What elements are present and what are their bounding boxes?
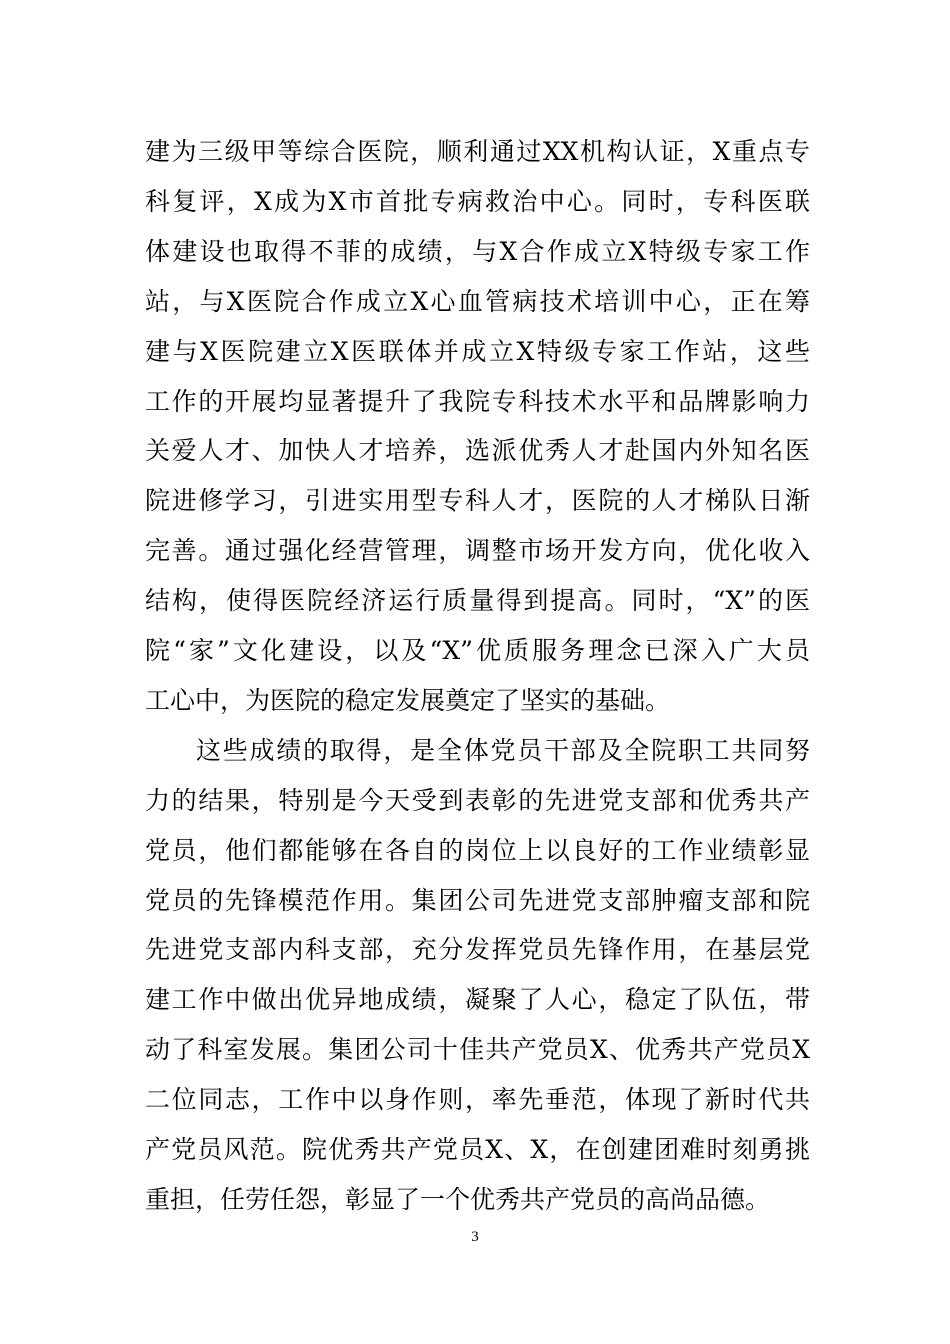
text-line: 完善。通过强化经营管理，调整市场开发方向，优化收入 bbox=[145, 536, 810, 565]
text-line: 这些成绩的取得，是全体党员干部及全院职工共同努 bbox=[196, 736, 810, 765]
text-line: 建与X医院建立X医联体并成立X特级专家工作站，这些 bbox=[145, 337, 810, 366]
text-line: 党员，他们都能够在各自的岗位上以良好的工作业绩彰显 bbox=[145, 836, 810, 865]
text-line: 重担，任劳任怨，彰显了一个优秀共产党员的高尚品德。 bbox=[145, 1185, 771, 1214]
text-line: 二位同志，工作中以身作则，率先垂范，体现了新时代共 bbox=[145, 1085, 810, 1114]
text-line: 建工作中做出优异地成绩，凝聚了人心，稳定了队伍，带 bbox=[145, 985, 810, 1014]
text-line: 党员的先锋模范作用。集团公司先进党支部肿瘤支部和院 bbox=[145, 886, 810, 915]
text-line: 工作的开展均显著提升了我院专科技术水平和品牌影响力 bbox=[145, 387, 810, 416]
text-line: 院“家”文化建设，以及“X”优质服务理念已深入广大员 bbox=[145, 636, 810, 665]
text-line: 先进党支部内科支部，充分发挥党员先锋作用，在基层党 bbox=[145, 935, 810, 964]
text-line: 结构，使得医院经济运行质量得到提高。同时，“X”的医 bbox=[145, 586, 810, 615]
text-line: 建为三级甲等综合医院，顺利通过XX机构认证，X重点专 bbox=[145, 137, 810, 166]
text-line: 体建设也取得不菲的成绩，与X合作成立X特级专家工作 bbox=[145, 237, 810, 266]
text-line: 关爱人才、加快人才培养，选派优秀人才赴国内外知名医 bbox=[145, 436, 810, 465]
text-line: 力的结果，特别是今天受到表彰的先进党支部和优秀共产 bbox=[145, 786, 810, 815]
text-line: 院进修学习，引进实用型专科人才，医院的人才梯队日渐 bbox=[145, 486, 810, 515]
text-line: 产党员风范。院优秀共产党员X、X，在创建团难时刻勇挑 bbox=[145, 1135, 810, 1164]
text-line: 动了科室发展。集团公司十佳共产党员X、优秀共产党员X bbox=[145, 1035, 810, 1064]
text-line: 站，与X医院合作成立X心血管病技术培训中心，正在筹 bbox=[145, 287, 810, 316]
page-number: 3 bbox=[471, 1229, 479, 1245]
text-line: 科复评，X成为X市首批专病救治中心。同时，专科医联 bbox=[145, 187, 810, 216]
text-line: 工心中，为医院的稳定发展奠定了坚实的基础。 bbox=[145, 686, 671, 715]
